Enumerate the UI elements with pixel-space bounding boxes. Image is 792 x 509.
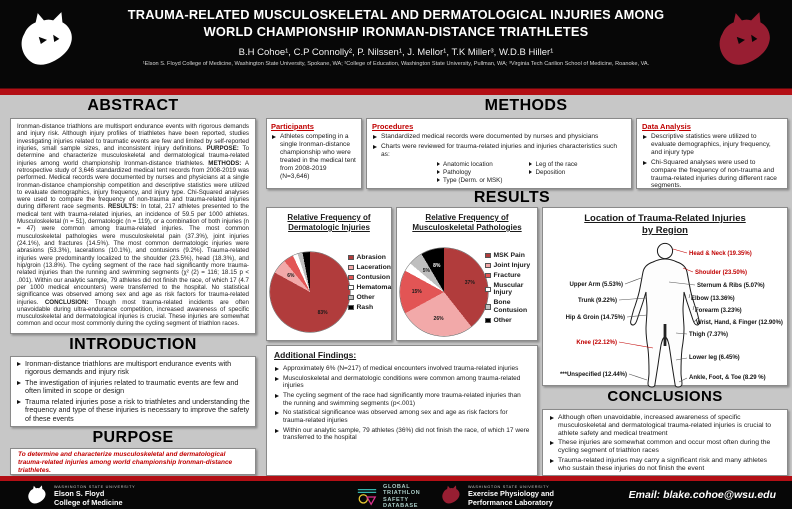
bullet-item: Athletes competing in a single Ironman-distance championship who were treated in the medical tent from 2008-2019 (N=3,646) [271, 133, 357, 180]
abstract-segment: A retrospective study of 3,646 standardized medical tent records from 2008-2019 was performed. Medical records were documented by nurses and physicians at a single Ironman-distance championship competition and descriptive statistics were utilized to evaluate demographics, injury frequency, and injury type. Chi-Squared analyses were used to compare the frequency of non-trauma and trauma-related injuries during different race segments. [17, 159, 249, 211]
region-label-head-neck: Head & Neck (19.35%) [689, 251, 752, 257]
region-label-upper-arm: Upper Arm (5.53%) [569, 282, 623, 288]
legend-swatch [485, 263, 491, 269]
bullet-item: Approximately 6% (N=217) of medical encounters involved trauma-related injuries [274, 365, 530, 373]
abstract-heading: ABSTRACT [87, 97, 179, 114]
gtsd-line2: TRIATHLON [383, 490, 421, 497]
connector-line [673, 249, 687, 253]
region-label-hip-groin: Hip & Groin (14.75%) [565, 315, 625, 321]
pie-percent-label: 8% [433, 262, 441, 269]
bullet-item: Type (Derm. or MSK) [436, 177, 502, 184]
wsu-lab-line2: Performance Laboratory [468, 497, 553, 507]
contact-email: Email: blake.cohoe@wsu.edu [628, 489, 776, 501]
bullet-item: Ironman-distance triathlons are multisport endurance events with rigorous demands and injury risk [16, 360, 250, 377]
introduction-heading: INTRODUCTION [69, 336, 197, 353]
region-label-sternum-ribs: Sternum & Ribs (5.07%) [697, 283, 765, 289]
region-label-thigh: Thigh (7.37%) [689, 332, 729, 338]
data-analysis-box [636, 118, 788, 189]
gtsd-icon [356, 486, 378, 508]
legend-item [348, 273, 391, 281]
region-label-ankle-foot-toe: Ankle, Foot, & Toe (8.29 %) [689, 375, 766, 381]
legend-label: Muscular Injury [493, 281, 524, 297]
additional-findings-list [274, 365, 530, 442]
legend-item [348, 304, 388, 311]
participants-subheading: Participants [271, 122, 314, 131]
affiliations: ¹Elson S. Floyd College of Medicine, Washington State University, Spokane, WA; ²College of Education, Washington State University, Pullman, WA; ³Virginia Tech Carilion School of Medicine, Roanoke, VA. [142, 61, 650, 68]
poster-title [80, 7, 712, 40]
legend-swatch [485, 273, 491, 279]
bullet-item: Trauma-related injuries may carry a significant risk and many athletes who sustain these injuries do not finish the event [549, 457, 781, 473]
bullet-item: Musculoskeletal and dermatologic conditions were common among trauma-related injuries [274, 375, 530, 390]
legend-label: Hematoma [356, 283, 392, 291]
bullet-item: Within our analytic sample, 79 athletes (36%) did not finish the race, of which 17 were transferred to the hospital [274, 427, 530, 442]
legend-item [348, 254, 388, 261]
legend-swatch [348, 265, 354, 271]
poster-title-line2: WORLD CHAMPIONSHIP IRONMAN-DISTANCE TRIATHLETES [203, 23, 589, 39]
dermatologic-pie-chart [270, 252, 350, 332]
introduction-list [16, 360, 250, 423]
pie-percent-label: 83% [317, 310, 328, 317]
injury-location-panel [542, 207, 788, 386]
body-figure-diagram [543, 238, 789, 388]
musculoskeletal-pie-legend [485, 252, 535, 327]
musculoskeletal-pie-title: Relative Frequency of Musculoskeletal Pathologies [412, 213, 522, 232]
connector-line [629, 374, 647, 380]
legend-swatch [485, 304, 491, 310]
procedures-box [366, 118, 632, 189]
methods-heading: METHODS [484, 97, 568, 114]
region-label-trunk: Trunk (9.22%) [577, 298, 617, 304]
abstract-segment: To determine and characterize musculoskeletal and dermatological trauma-related injuries among world championship Ironman-distance triathletes. [17, 144, 250, 167]
bullet-item: Leg of the race [528, 161, 577, 168]
legend-label: Other [493, 316, 512, 324]
participants-box [266, 118, 362, 189]
region-label-forearm: Forearm (3.23%) [695, 308, 742, 314]
data-analysis-subheading: Data Analysis [642, 122, 691, 131]
header [0, 0, 792, 88]
wsu-medicine-line2: College of Medicine [54, 497, 123, 507]
gtsd-logo [356, 484, 420, 509]
additional-findings-heading: Additional Findings: [274, 350, 357, 360]
abstract-segment: Though most trauma-related incidents are often unavoidable during ultra-endurance competition, increased awareness of specific musculoskeletal and dermatological injuries is crucial. These injuries are somewhat common and occur most commonly during the cycling segment of triathlon races. [17, 298, 249, 328]
legend-swatch [348, 295, 354, 301]
gtsd-line1: GLOBAL [383, 484, 411, 490]
procedures-list [372, 133, 626, 159]
bullet-item: The cycling segment of the race had significantly more trauma-related injuries than the running and swimming segments (p<.001) [274, 392, 530, 407]
abstract-text [17, 123, 249, 328]
wsu-cougar-icon-lab [440, 484, 462, 508]
legend-swatch [348, 255, 354, 261]
wsu-medicine-logo [26, 484, 135, 508]
abstract-segment: Ironman-distance triathlons are multisport endurance events with rigorous demands and injury risk. Although injury profiles of triathletes have been reported, studies investigating injuries related to traumatic events are few and limited by self-reported injuries, small sample sizes, and inconsistent injury definitions. [17, 123, 249, 152]
gtsd-line3: SAFETY [383, 496, 409, 503]
legend-label: Joint Injury [493, 261, 531, 269]
participants-list [271, 133, 357, 180]
purpose-heading: PURPOSE [92, 429, 174, 446]
conclusions-list [549, 414, 781, 473]
procedures-subheading: Procedures [372, 122, 414, 131]
region-label-knee: Knee (22.12%) [576, 340, 617, 346]
bullet-item: Although often unavoidable, increased awareness of specific musculoskeletal and dermatological trauma-related injuries is crucial to athlete safety and medical treatment [549, 414, 781, 437]
conclusions-heading: CONCLUSIONS [607, 388, 723, 405]
legend-item [348, 283, 392, 291]
wsu-medicine-university: WASHINGTON STATE UNIVERSITY [54, 485, 136, 490]
legend-item [348, 294, 388, 301]
wsu-cougar-logo-left [16, 8, 78, 78]
bullet-item: Charts were reviewed for trauma-related injuries and injuries characteristics such as: [372, 143, 626, 159]
legend-item [485, 262, 535, 269]
abstract-keyword: METHODS: [208, 159, 242, 167]
pie-percent-label: 5% [422, 268, 430, 275]
wsu-cougar-logo-right [714, 8, 776, 78]
legend-item [485, 317, 535, 324]
authors: B.H Cohoe¹, C.P Connolly², P. Nilssen¹, J. Mellor¹, T.K Miller³, W.D.B Hiller¹ [238, 47, 554, 59]
gtsd-line4: DATABASE [383, 502, 419, 509]
bullet-item: Chi-Squared analyses were used to compare the frequency of non-trauma and trauma-related injuries during different race segments. [642, 159, 782, 191]
results-heading: RESULTS [473, 189, 551, 206]
conclusions-box [542, 409, 788, 476]
injury-location-title [543, 213, 787, 237]
legend-item [348, 263, 391, 271]
pie-percent-label: 6% [287, 273, 295, 280]
region-label-lower-leg: Lower leg (6.45%) [689, 355, 740, 361]
dermatologic-pie-legend [348, 254, 392, 314]
divider-stripe-top [0, 88, 792, 95]
legend-swatch [485, 287, 491, 293]
region-label-elbow: Elbow (13.36%) [691, 296, 735, 302]
wsu-lab-logo [440, 484, 554, 508]
injury-location-title-line1: Location of Trauma-Related Injuries [584, 213, 746, 224]
legend-label: Other [356, 293, 375, 301]
bullet-item: These injuries are somewhat common and occur most often during the cycling segment of triathlon races [549, 439, 781, 455]
gtsd-text [383, 484, 420, 509]
musculoskeletal-pie-chart [400, 248, 488, 336]
body-figure-head [657, 243, 672, 258]
abstract-keyword: PURPOSE: [206, 144, 239, 152]
abstract-box [10, 118, 256, 334]
bullet-item: Descriptive statistics were utilized to evaluate demographics, injury frequency, and injury type [642, 133, 782, 157]
purpose-text: To determine and characterize musculoskeletal and dermatological trauma-related injuries among world championship Ironman-distance triathletes. [18, 451, 233, 474]
pie-percent-label: 26% [433, 315, 444, 322]
legend-swatch [348, 285, 354, 291]
bullet-item: No statistical significance was observed among sex and age as risk factors for trauma-related injuries [274, 409, 530, 424]
footer [0, 481, 792, 509]
legend-label: Contusion [356, 273, 391, 281]
additional-findings-box [266, 345, 538, 476]
legend-label: Fracture [493, 271, 521, 279]
region-label-shoulder: Shoulder (23.50%) [695, 270, 748, 276]
legend-label: MSK Pain [493, 252, 525, 259]
purpose-box [10, 448, 256, 475]
abstract-segment: In total, 217 athletes presented to the medical tent with trauma-related injuries, an incidence of 59.5 per 1000 athletes. Musculoskeletal (n = 51), dermatologic (n = 119), or a combination of both injuries (n = 47) were common among trauma-related injuries. The most common musculoskeletal pathologies were musculoskeletal pain (37.3%), joint injuries (24.1%), and fractures (14.5%). The most common dermatologic injuries were abrasions (53.3%), lacerations (10.1%), and contusions (9.2%). Trauma-related injuries were predominantly localized to the shoulder (23.5%), head (18.3%), and hip/groin (13.8%). The cycling segment of the race had significantly more trauma-related injuries than the running and swimming segments (χ² (2) = 116; 18.15 p < .001). Within our analytic sample, 79 athletes did not finish the race, of which 17 (4.7 per 1000 medical encounters) were transferred to the hospital. No statistical significance was observed among sex and age as risk factors for trauma-related injuries. [17, 203, 250, 306]
wsu-lab-university: WASHINGTON STATE UNIVERSITY [468, 485, 550, 490]
bullet-item: Pathology [436, 169, 502, 176]
legend-swatch [348, 275, 354, 281]
legend-item [485, 282, 535, 297]
bullet-item: Trauma related injuries pose a risk to triathletes and understanding the frequency and type of these injuries is necessary to improve the safety of these events [16, 398, 250, 423]
data-analysis-list [642, 133, 782, 190]
introduction-box [10, 356, 256, 427]
procedures-sublist-right [528, 161, 577, 185]
injury-location-title-line2: by Region [642, 224, 688, 236]
legend-swatch [485, 318, 491, 324]
legend-item [485, 272, 535, 279]
bullet-item: The investigation of injuries related to traumatic events are few and often limited in scope or design [16, 379, 250, 396]
wsu-medicine-line1: Elson S. Floyd [54, 489, 105, 499]
legend-label: Bone Contusion [493, 299, 528, 314]
abstract-keyword: RESULTS: [107, 203, 139, 211]
legend-label: Laceration [356, 263, 391, 271]
dermatologic-pie-panel [266, 207, 392, 341]
poster-title-line1: TRAUMA-RELATED MUSCULOSKELETAL AND DERMATOLOGICAL INJURIES AMONG [127, 7, 665, 22]
pie-percent-label: 37% [464, 280, 475, 287]
region-label-unspecified: ***Unspecified (12.44%) [559, 372, 627, 378]
bullet-item: Anatomic location [436, 161, 502, 168]
bullet-item: Standardized medical records were documented by nurses and physicians [372, 133, 626, 141]
legend-item [485, 299, 535, 314]
legend-swatch [348, 305, 354, 311]
wsu-medicine-text [54, 485, 135, 506]
dermatologic-pie-title: Relative Frequency of Dermatologic Injuries [287, 213, 371, 232]
legend-swatch [485, 253, 491, 259]
legend-label: Rash [356, 303, 374, 311]
legend-label: Abrasion [356, 254, 386, 261]
legend-item [485, 252, 535, 259]
wsu-cougar-icon-medicine [26, 484, 48, 508]
procedures-sublist-left [436, 161, 502, 185]
pie-percent-label: 15% [411, 289, 422, 295]
body-figure-center-bar [664, 324, 667, 346]
wsu-lab-text [468, 485, 554, 506]
bullet-item: Deposition [528, 169, 577, 176]
wsu-lab-line1: Exercise Physiology and [468, 489, 554, 499]
musculoskeletal-pie-panel [396, 207, 538, 341]
procedures-sub-columns [436, 161, 626, 185]
connector-line [625, 278, 641, 284]
region-label-wrist-hand-finger: Wrist, Hand, & Finger (12.90%) [696, 320, 783, 326]
abstract-keyword: CONCLUSION: [44, 298, 89, 306]
